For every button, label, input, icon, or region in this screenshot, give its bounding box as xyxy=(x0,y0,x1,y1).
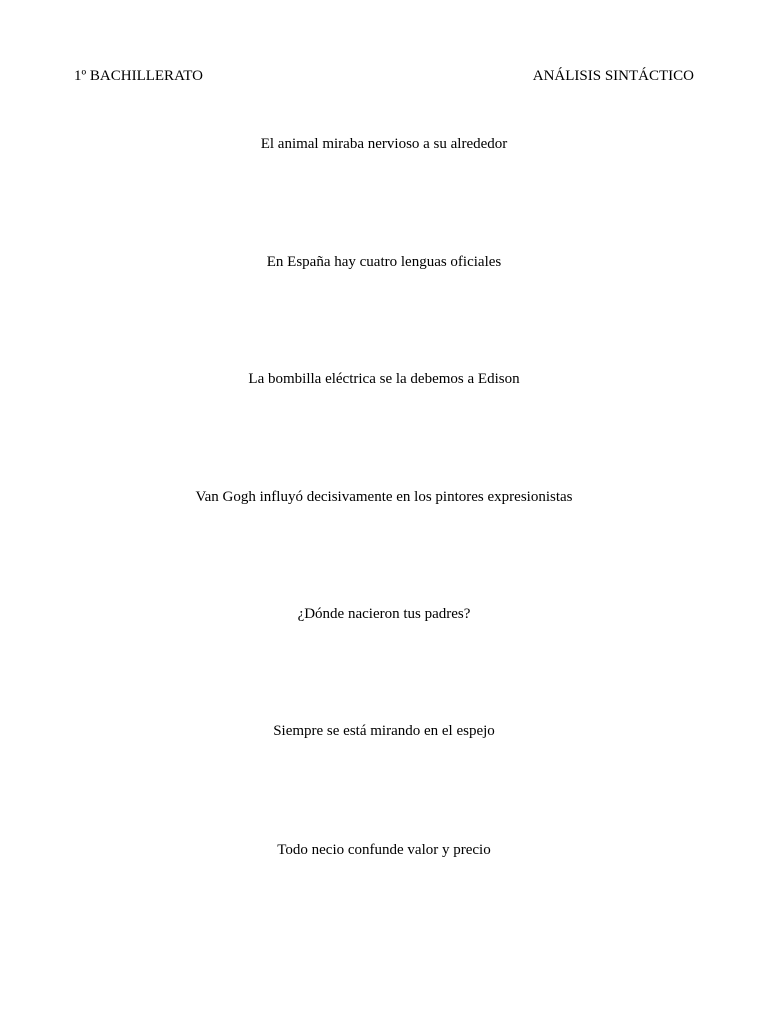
course-header: 1º BACHILLERATO xyxy=(74,68,203,84)
sentence-3: La bombilla eléctrica se la debemos a Edison xyxy=(248,371,520,387)
sentence-7: Todo necio confunde valor y precio xyxy=(277,842,491,858)
sentence-4: Van Gogh influyó decisivamente en los pintores expresionistas xyxy=(195,489,573,505)
sentence-1: El animal miraba nervioso a su alrededor xyxy=(260,136,508,152)
sentence-6: Siempre se está mirando en el espejo xyxy=(273,723,495,739)
sentence-5: ¿Dónde nacieron tus padres? xyxy=(297,606,471,622)
sentence-2: En España hay cuatro lenguas oficiales xyxy=(266,254,502,270)
subject-header: ANÁLISIS SINTÁCTICO xyxy=(532,68,694,84)
